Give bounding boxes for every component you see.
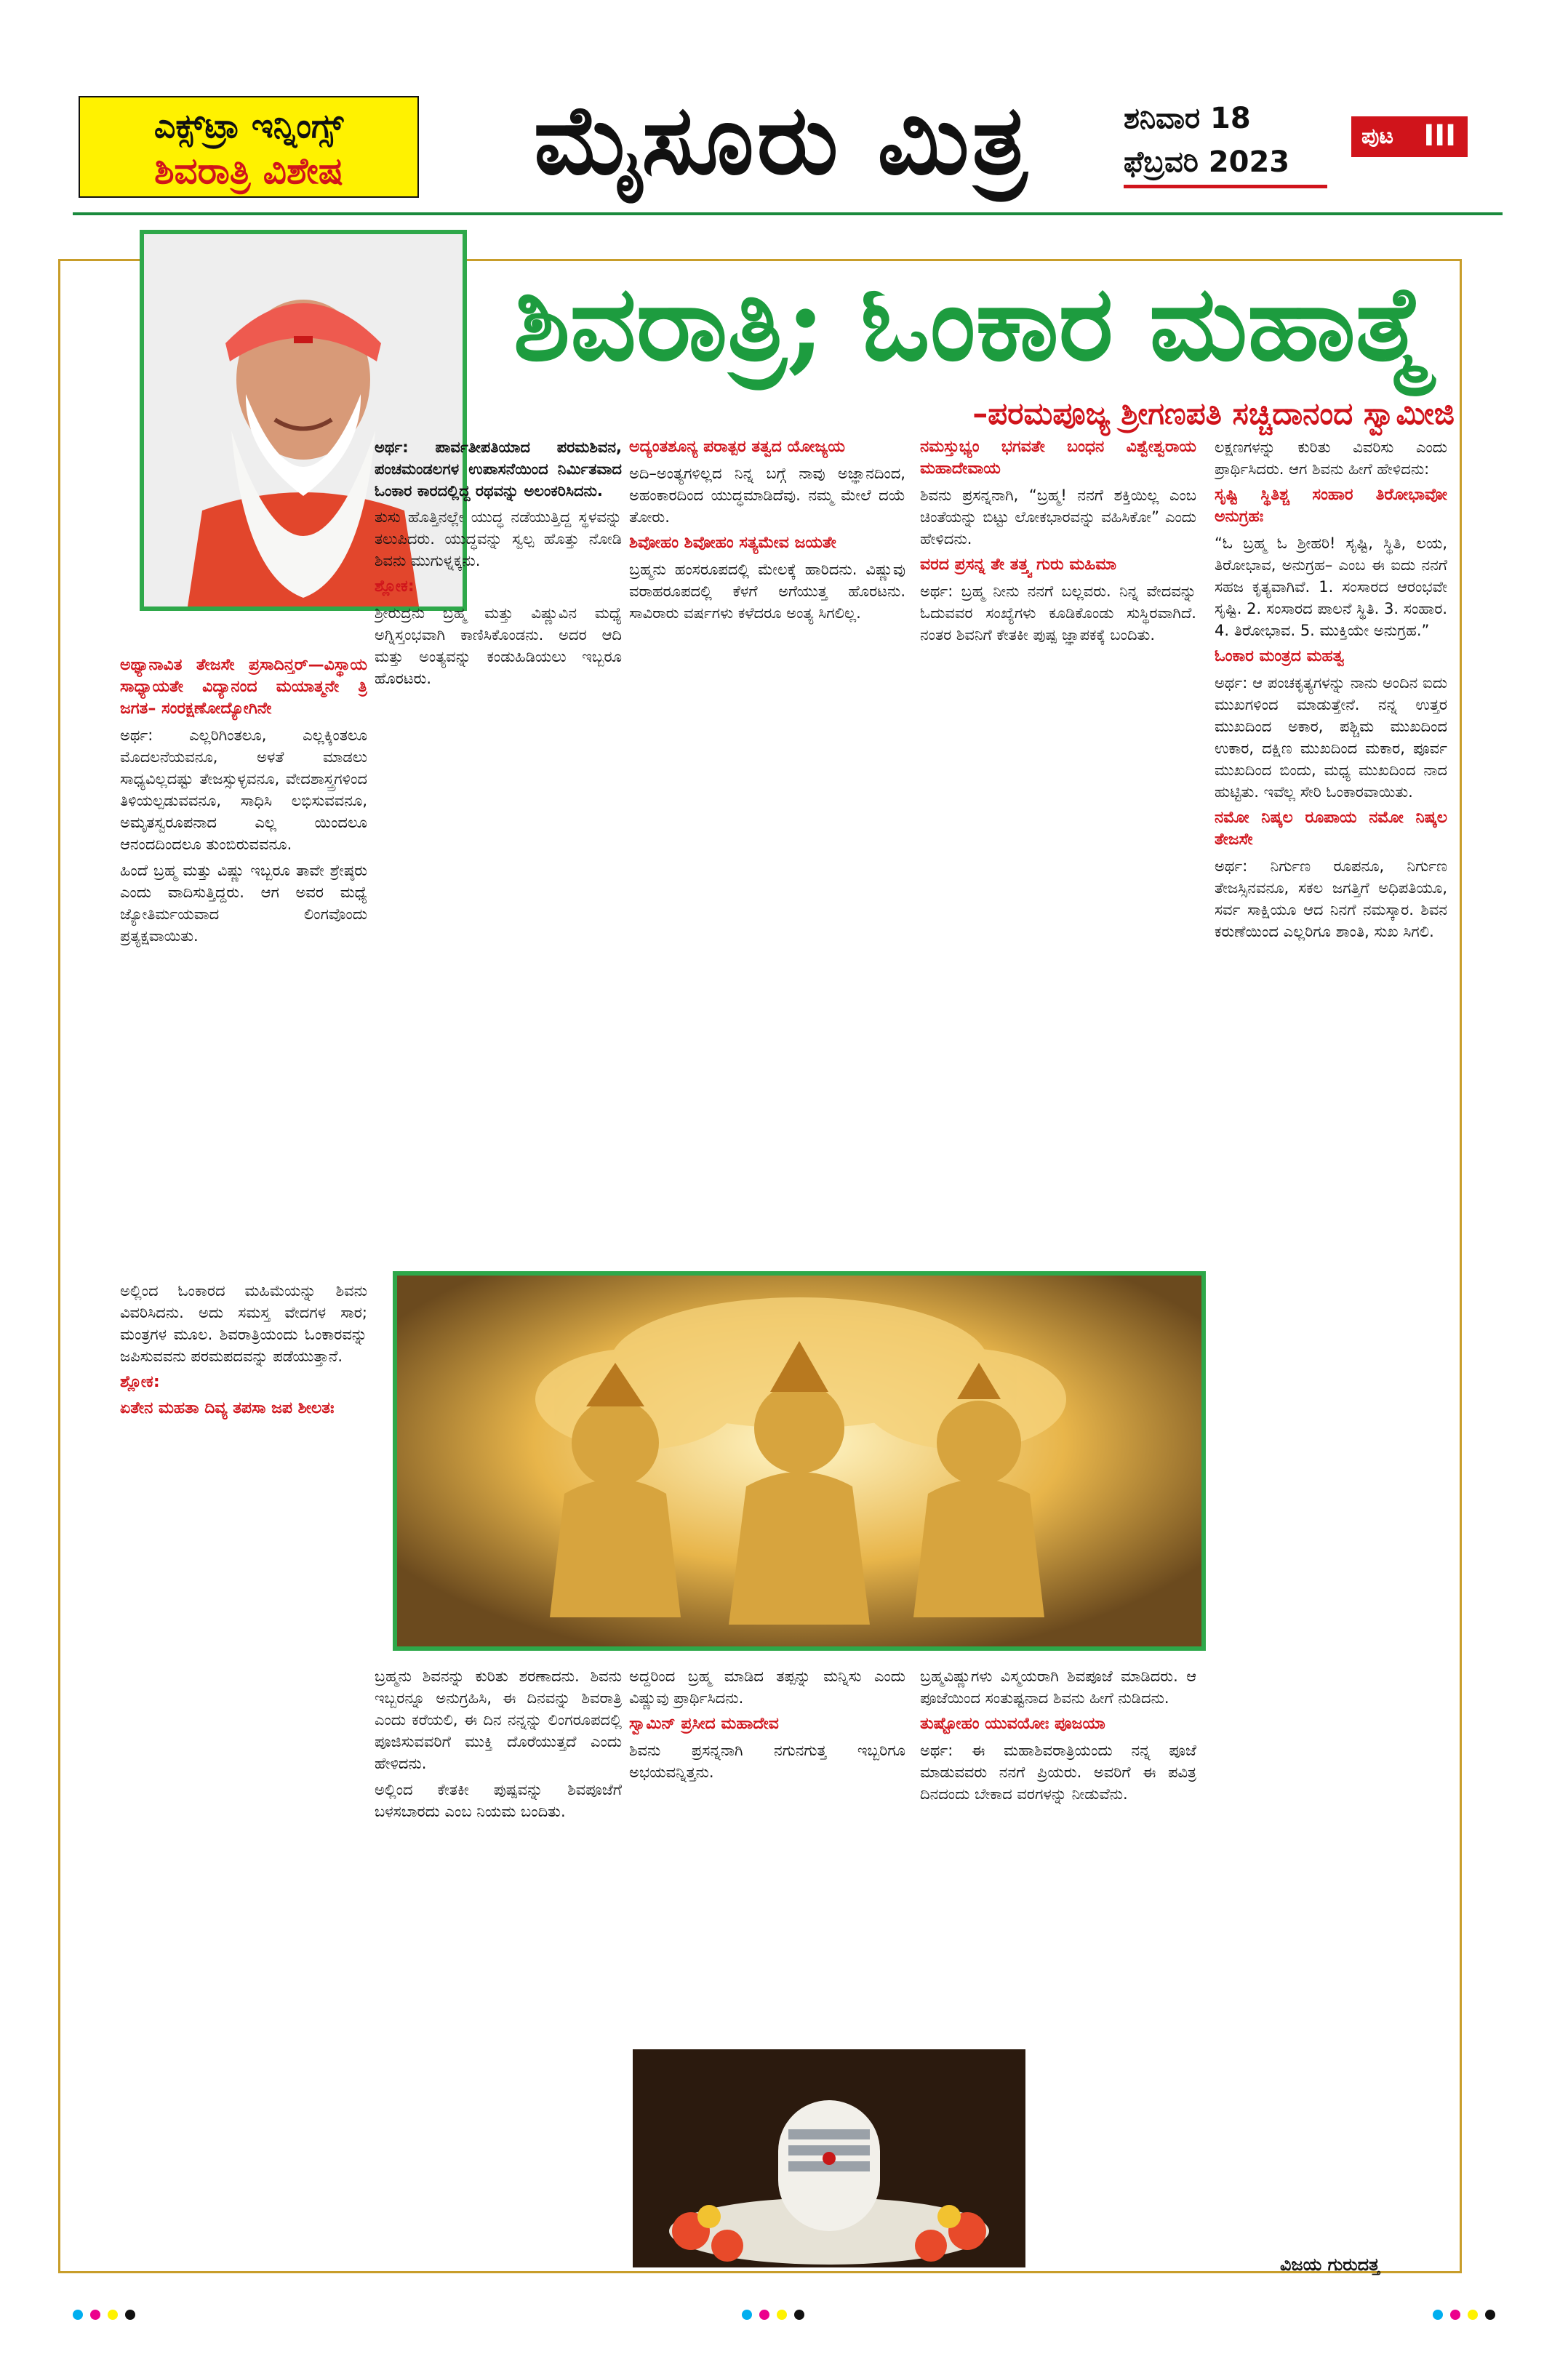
registration-dot — [759, 2310, 769, 2320]
registration-dot — [1450, 2310, 1460, 2320]
paragraph: ತುಸು ಹೊತ್ತಿನಲ್ಲೇ ಯುದ್ಧ ನಡೆಯುತ್ತಿದ್ದ ಸ್ಥಳವನ್ನು ತಲುಪಿದರು. ಯುದ್ಧವನ್ನು ಸ್ವಲ್ಪ ಹೊತ್ತು ನೋಡಿ ಶಿವನು ಮುಗುಳ್ನಕ್ಕನು. — [375, 508, 622, 569]
registration-dot — [73, 2310, 83, 2320]
paragraph: ಬ್ರಹ್ಮವಿಷ್ಣುಗಳು ವಿಸ್ಮಯರಾಗಿ ಶಿವಪೂಜೆ ಮಾಡಿದರು. ಆ ಪೂಜೆಯಿಂದ ಸಂತುಷ್ಟನಾದ ಶಿವನು ಹೀಗೆ ನುಡಿದನು. — [920, 1668, 1196, 1707]
paragraph: ಅದ್ದರಿಂದ ಬ್ರಹ್ಮ ಮಾಡಿದ ತಪ್ಪನ್ನು ಮನ್ನಿಸು ಎಂದು ವಿಷ್ಣುವು ಪ್ರಾರ್ಥಿಸಿದನು. — [629, 1668, 905, 1707]
paragraph: ಹಿಂದೆ ಬ್ರಹ್ಮ ಮತ್ತು ವಿಷ್ಣು ಇಬ್ಬರೂ ತಾವೇ ಶ್ರೇಷ್ಠರು ಎಂದು ವಾದಿಸುತ್ತಿದ್ದರು. ಆಗ ಅವರ ಮಧ್ಯೆ ಜ್ಯೋತಿರ್ಮಯವಾದ ಲಿಂಗವೊಂದು ಪ್ರತ್ಯಕ್ಷವಾಯಿತು. — [120, 862, 367, 945]
registration-dot — [777, 2310, 787, 2320]
verse: ನಮೋ ನಿಷ್ಕಲ ರೂಪಾಯ ನಮೋ ನಿಷ್ಕಲ ತೇಜಸೇ — [1215, 809, 1447, 849]
page-number: III — [1423, 119, 1456, 153]
page-number-badge — [1351, 116, 1468, 157]
verse: ಶಿವೋಹಂ ಶಿವೋಹಂ ಸತ್ಯಮೇವ ಜಯತೇ — [629, 534, 836, 552]
registration-dot — [794, 2310, 804, 2320]
date-day: ಶನಿವಾರ 18 — [1124, 102, 1251, 135]
column-5 — [1215, 436, 1447, 2240]
column-1 — [120, 654, 367, 1265]
column-3-lower — [629, 1665, 905, 2043]
section-tag — [79, 96, 419, 198]
registration-dot — [90, 2310, 100, 2320]
paragraph: ಅಲ್ಲಿಂದ ಕೇತಕೀ ಪುಷ್ಪವನ್ನು ಶಿವಪೂಜೆಗೆ ಬಳಸಬಾರದು ಎಂಬ ನಿಯಮ ಬಂದಿತು. — [375, 1781, 622, 1820]
column-2-lower — [375, 1665, 622, 2254]
subheading: ಶ್ಲೋಕ: — [375, 577, 415, 596]
verse: ಏತೇನ ಮಹತಾ ದಿವ್ಯ ತಪಸಾ ಜಪ ಶೀಲತಃ — [120, 1399, 335, 1417]
shivalinga-image — [633, 2049, 1025, 2267]
masthead-title: ಮೈಸೂರು ಮಿತ್ರ — [533, 84, 1031, 196]
trimurti-image — [393, 1271, 1206, 1651]
author-signature: ವಿಜಯ ಗುರುದತ್ತ — [1280, 2254, 1380, 2275]
verse: ಓಂಕಾರ ಮಂತ್ರದ ಮಹತ್ವ — [1215, 647, 1345, 665]
trimurti-illustration — [397, 1276, 1201, 1646]
section-tag-line1: ಎಕ್ಸ್‌ಟ್ರಾ ಇನ್ನಿಂಗ್ಸ್ — [153, 106, 344, 145]
column-1-lower — [120, 1280, 367, 2254]
shivalinga-illustration — [633, 2049, 1025, 2267]
paragraph: ಅರ್ಥ: ಎಲ್ಲರಿಗಿಂತಲೂ, ಎಲ್ಲಕ್ಕಿಂತಲೂ ಮೊದಲನೆಯವನೂ, ಅಳತೆ ಮಾಡಲು ಸಾಧ್ಯವಿಲ್ಲದಷ್ಟು ತೇಜಸ್ಸುಳ್ಳವನೂ, ವೇದಶಾಸ್ತ್ರಗಳಿಂದ ತಿಳಿಯಲ್ಪಡುವವನೂ, ಸಾಧಿಸಿ ಲಭಿಸುವವನೂ, ಅಮೃತಸ್ವರೂಪನಾದ ಎಲ್ಲ ಯಿಂದಲೂ ಆನಂದದಿಂದಲೂ ತುಂಬಿರುವವನೂ. — [120, 726, 367, 853]
byline: –ಪರಮಪೂಜ್ಯ ಶ್ರೀಗಣಪತಿ ಸಚ್ಚಿದಾನಂದ ಸ್ವಾಮೀಜಿ — [972, 396, 1455, 431]
verse: ವರದ ಪ್ರಸನ್ನ ತೇ ತತ್ತ್ವ ಗುರು ಮಹಿಮಾ — [920, 556, 1117, 574]
verse: ತುಷ್ಟೋಹಂ ಯುವಯೋಃ ಪೂಜಯಾ — [920, 1715, 1105, 1733]
registration-dot — [125, 2310, 135, 2320]
verse: ನಮಸ್ತುಭ್ಯಂ ಭಗವತೇ ಬಂಧನ ವಿಶ್ವೇಶ್ವರಾಯ ಮಹಾದೇವಾಯ — [920, 438, 1196, 478]
column-3 — [629, 436, 905, 1265]
registration-dot — [1485, 2310, 1495, 2320]
paragraph: ಅರ್ಥ: ಬ್ರಹ್ಮ ನೀನು ನನಗೆ ಬಲ್ಲವರು. ನಿನ್ನ ವೇದವನ್ನು ಓದುವವರ ಸಂಖ್ಯೆಗಳು ಕೂಡಿಕೊಂಡು ಸುಸ್ಥಿರವಾಗಿದೆ. ನಂತರ ಶಿವನಿಗೆ ಕೇತಕೀ ಪುಷ್ಪ ಜ್ಞಾಪಕಕ್ಕೆ ಬಂದಿತು. — [920, 583, 1196, 644]
registration-dot — [108, 2310, 118, 2320]
paragraph: ಅಲ್ಲಿಂದ ಓಂಕಾರದ ಮಹಿಮೆಯನ್ನು ಶಿವನು ವಿವರಿಸಿದನು. ಅದು ಸಮಸ್ತ ವೇದಗಳ ಸಾರ; ಮಂತ್ರಗಳ ಮೂಲ. ಶಿವರಾತ್ರಿಯಂದು ಓಂಕಾರವನ್ನು ಜಪಿಸುವವನು ಪರಮಪದವನ್ನು ಪಡೆಯುತ್ತಾನೆ. — [120, 1282, 367, 1365]
verse: ಸೃಷ್ಟಿ ಸ್ಥಿತಿಶ್ಚ ಸಂಹಾರ ತಿರೋಭಾವೋ ಅನುಗ್ರಹಃ — [1215, 486, 1447, 526]
paragraph: ಬ್ರಹ್ಮನು ಹಂಸರೂಪದಲ್ಲಿ ಮೇಲಕ್ಕೆ ಹಾರಿದನು. ವಿಷ್ಣುವು ವರಾಹರೂಪದಲ್ಲಿ ಕೆಳಗೆ ಅಗೆಯುತ್ತ ಹೊರಟನು. ಸಾವಿರಾರು ವರ್ಷಗಳು ಕಳೆದರೂ ಅಂತ್ಯ ಸಿಗಲಿಲ್ಲ. — [629, 561, 905, 622]
paragraph: ಶ್ರೀರುದ್ರನು ಬ್ರಹ್ಮ ಮತ್ತು ವಿಷ್ಣುವಿನ ಮಧ್ಯೆ ಅಗ್ನಿಸ್ತಂಭವಾಗಿ ಕಾಣಿಸಿಕೊಂಡನು. ಅದರ ಆದಿ ಮತ್ತು ಅಂತ್ಯವನ್ನು ಕಂಡುಹಿಡಿಯಲು ಇಬ್ಬರೂ ಹೊರಟರು. — [375, 604, 622, 687]
paragraph: ಬ್ರಹ್ಮನು ಶಿವನನ್ನು ಕುರಿತು ಶರಣಾದನು. ಶಿವನು ಇಬ್ಬರನ್ನೂ ಅನುಗ್ರಹಿಸಿ, ಈ ದಿನವನ್ನು ಶಿವರಾತ್ರಿ ಎಂದು ಕರೆಯಲಿ, ಈ ದಿನ ನನ್ನನ್ನು ಲಿಂಗರೂಪದಲ್ಲಿ ಪೂಜಿಸುವವರಿಗೆ ಮುಕ್ತಿ ದೊರೆಯುತ್ತದೆ ಎಂದು ಹೇಳಿದನು. — [375, 1668, 622, 1772]
page-label: ಪುಟ — [1361, 124, 1394, 149]
column-4 — [920, 436, 1196, 1265]
date-underline — [1124, 185, 1327, 188]
paragraph: ಅರ್ಥ: ಆ ಪಂಚಕೃತ್ಯಗಳನ್ನು ನಾನು ಅಂದಿನ ಐದು ಮುಖಗಳಿಂದ ಮಾಡುತ್ತೇನೆ. ನನ್ನ ಉತ್ತರ ಮುಖದಿಂದ ಅಕಾರ, ಪಶ್ಚಿಮ ಮುಖದಿಂದ ಉಕಾರ, ದಕ್ಷಿಣ ಮುಖದಿಂದ ಮಕಾರ, ಪೂರ್ವ ಮುಖದಿಂದ ಬಿಂದು, ಮಧ್ಯ ಮುಖದಿಂದ ನಾದ ಹುಟ್ಟಿತು. ಇವೆಲ್ಲ ಸೇರಿ ಓಂಕಾರವಾಯಿತು. — [1215, 674, 1447, 801]
paragraph: ಅರ್ಥ: ನಿರ್ಗುಣ ರೂಪನೂ, ನಿರ್ಗುಣ ತೇಜಸ್ಸಿನವನೂ, ಸಕಲ ಜಗತ್ತಿಗೆ ಅಧಿಪತಿಯೂ, ಸರ್ವ ಸಾಕ್ಷಿಯೂ ಆದ ನಿನಗೆ ನಮಸ್ಕಾರ. ಶಿವನ ಕರುಣೆಯಿಂದ ಎಲ್ಲರಿಗೂ ಶಾಂತಿ, ಸುಖ ಸಿಗಲಿ. — [1215, 857, 1447, 940]
paragraph: ಅರ್ಥ: ಈ ಮಹಾಶಿವರಾತ್ರಿಯಂದು ನನ್ನ ಪೂಜೆ ಮಾಡುವವರು ನನಗೆ ಪ್ರಿಯರು. ಅವರಿಗೆ ಈ ಪವಿತ್ರ ದಿನದಂದು ಬೇಕಾದ ವರಗಳನ್ನು ನೀಡುವೆನು. — [920, 1742, 1196, 1803]
paragraph: “ಓ ಬ್ರಹ್ಮ ಓ ಶ್ರೀಹರಿ! ಸೃಷ್ಟಿ, ಸ್ಥಿತಿ, ಲಯ, ತಿರೋಭಾವ, ಅನುಗ್ರಹ– ಎಂಬ ಈ ಐದು ನನಗೆ ಸಹಜ ಕೃತ್ಯವಾಗಿವೆ. 1. ಸಂಸಾರದ ಆರಂಭವೇ ಸೃಷ್ಟಿ. 2. ಸಂಸಾರದ ಪಾಲನೆ ಸ್ಥಿತಿ. 3. ಸಂಹಾರ. 4. ತಿರೋಭಾವ. 5. ಮುಕ್ತಿಯೇ ಅನುಗ್ರಹ.” — [1215, 535, 1447, 639]
paragraph: ಅರ್ಥ: ಪಾರ್ವತೀಪತಿಯಾದ ಪರಮಶಿವನ, ಪಂಚಮಂಡಲಗಳ ಉಪಾಸನೆಯಿಂದ ನಿರ್ಮಿತವಾದ ಓಂಕಾರ ಕಾರದಲ್ಲಿದ್ದ ರಥವನ್ನು ಅಲಂಕರಿಸಿದನು. — [375, 439, 622, 500]
paragraph: ಲಕ್ಷಣಗಳನ್ನು ಕುರಿತು ವಿವರಿಸು ಎಂದು ಪ್ರಾರ್ಥಿಸಿದರು. ಆಗ ಶಿವನು ಹೀಗೆ ಹೇಳಿದನು: — [1215, 439, 1447, 478]
verse: ಅಥ್ಯಾನಾವಿತ ತೇಜಸೇ ಪ್ರಸಾದಿನ್ತರ್—ವಿಸ್ಥಾಯ ಸಾಧ್ಯಾಯತೇ ವಿದ್ಯಾನಂದ ಮಯಾತ್ಮನೇ ತ್ರಿ ಜಗತ– ಸಂರಕ್ಷಣೋದ್ಯೋಗಿನೇ — [120, 656, 367, 718]
registration-dot — [742, 2310, 752, 2320]
subheading: ಶ್ಲೋಕ: — [120, 1373, 160, 1391]
paragraph: ಶಿವನು ಪ್ರಸನ್ನನಾಗಿ ನಗುನಗುತ್ತ ಇಬ್ಬರಿಗೂ ಅಭಯವನ್ನಿತ್ತನು. — [629, 1742, 905, 1781]
date-month: ಫೆಬ್ರವರಿ 2023 — [1124, 145, 1290, 179]
headline: ಶಿವರಾತ್ರಿ; ಓಂಕಾರ ಮಹಾತ್ಮೆ — [513, 263, 1429, 384]
verse: ಅದ್ಯಂತಶೂನ್ಯ ಪರಾತ್ಪರ ತತ್ವದ ಯೋಜ್ಯಯ — [629, 438, 845, 456]
verse: ಸ್ವಾಮಿನ್ ಪ್ರಸೀದ ಮಹಾದೇವ — [629, 1715, 779, 1733]
registration-dot — [1468, 2310, 1478, 2320]
paragraph: ಶಿವನು ಪ್ರಸನ್ನನಾಗಿ, “ಬ್ರಹ್ಮ! ನನಗೆ ಶಕ್ತಿಯಿಲ್ಲ ಎಂಬ ಚಿಂತೆಯನ್ನು ಬಿಟ್ಟು ಲೋಕಭಾರವನ್ನು ವಹಿಸಿಕೋ” ಎಂದು ಹೇಳಿದನು. — [920, 487, 1196, 548]
registration-dot — [1433, 2310, 1443, 2320]
column-2 — [375, 436, 622, 1265]
section-tag-line2: ಶಿವರಾತ್ರಿ ವಿಶೇಷ — [154, 150, 343, 192]
paragraph: ಅದಿ–ಅಂತ್ಯಗಳಿಲ್ಲದ ನಿನ್ನ ಬಗ್ಗೆ ನಾವು ಅಜ್ಞಾನದಿಂದ, ಅಹಂಕಾರದಿಂದ ಯುದ್ಧಮಾಡಿದೆವು. ನಮ್ಮ ಮೇಲೆ ದಯೆ ತೋರು. — [629, 465, 905, 526]
header-divider — [73, 212, 1503, 215]
